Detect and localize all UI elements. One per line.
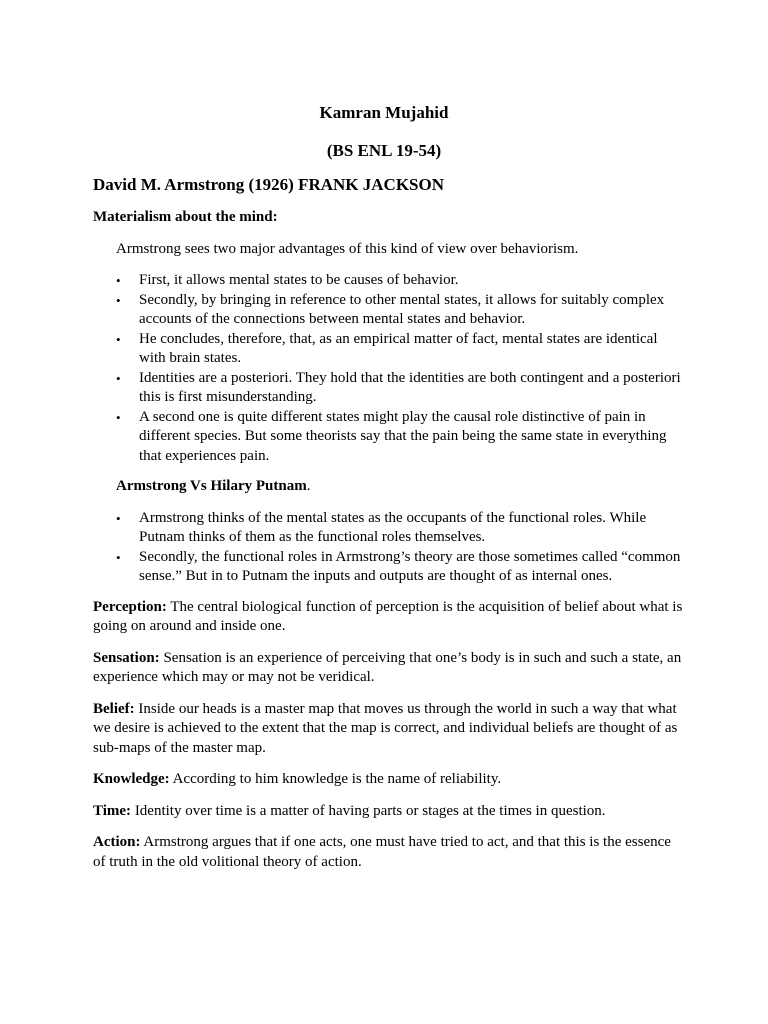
definition-time: Time: Identity over time is a matter of having parts or stages at the times in question. <box>93 802 606 819</box>
list-item: • Secondly, the functional roles in Armstrong’s theory are those sometimes called “common sense.” But in to Putnam the inputs and outputs are thought of as internal ones. <box>116 548 681 584</box>
materialism-list <box>93 271 683 466</box>
definition-belief: Belief: Inside our heads is a master map that moves us through the world in such a way that what we desire is achieved to the extent that the map is correct, and individual beliefs are thought of as sub-maps of the master map. <box>93 700 678 756</box>
materialism-heading: Materialism about the mind: <box>93 209 278 225</box>
comparison-heading: Armstrong Vs Hilary Putnam. <box>116 478 311 494</box>
list-item: • Identities are a posteriori. They hold that the identities are both contingent and a posteriori this is first misunderstanding. <box>116 369 681 405</box>
definition-sensation: Sensation: Sensation is an experience of perceiving that one’s body is in such and such a state, an experience which may or may not be veridical. <box>93 649 682 685</box>
definition-perception: Perception: The central biological function of perception is the acquisition of belief about what is going on around and inside one. <box>93 598 683 634</box>
list-item: • He concludes, therefore, that, as an empirical matter of fact, mental states are identical with brain states. <box>116 330 658 366</box>
materialism-intro: Armstrong sees two major advantages of this kind of view over behaviorism. <box>116 240 579 257</box>
bullet-icon: • <box>116 292 121 308</box>
bullet-icon: • <box>116 549 121 565</box>
author-name <box>0 103 768 123</box>
bullet-icon: • <box>116 370 121 386</box>
student-id-text: (BS ENL 19-54) <box>326 141 442 160</box>
list-item: • First, it allows mental states to be causes of behavior. <box>93 271 683 291</box>
list-item: • Secondly, by bringing in reference to other mental states, it allows for suitably complex accounts of the connections between mental states and behavior. <box>116 291 665 327</box>
bullet-icon: • <box>116 510 121 526</box>
definition-knowledge: Knowledge: According to him knowledge is the name of reliability. <box>93 771 502 787</box>
list-item: • A second one is quite different states might play the causal role distinctive of pain in different species. But some theorists say that the pain being the same state in everything that experiences pain. <box>116 408 667 464</box>
bullet-icon: • <box>116 273 121 288</box>
document-body <box>93 208 683 884</box>
comparison-list <box>93 509 683 587</box>
student-id <box>0 141 768 161</box>
document-title: David M. Armstrong (1926) FRANK JACKSON <box>93 175 445 194</box>
list-item: • Armstrong thinks of the mental states as the occupants of the functional roles. While Putnam thinks of them as the functional roles themselves. <box>116 509 647 545</box>
bullet-icon: • <box>116 331 121 347</box>
author-name-text: Kamran Mujahid <box>319 103 449 122</box>
definition-action: Action: Armstrong argues that if one acts, one must have tried to act, and that this is the essence of truth in the old volitional theory of action. <box>93 834 671 870</box>
bullet-icon: • <box>116 409 121 425</box>
